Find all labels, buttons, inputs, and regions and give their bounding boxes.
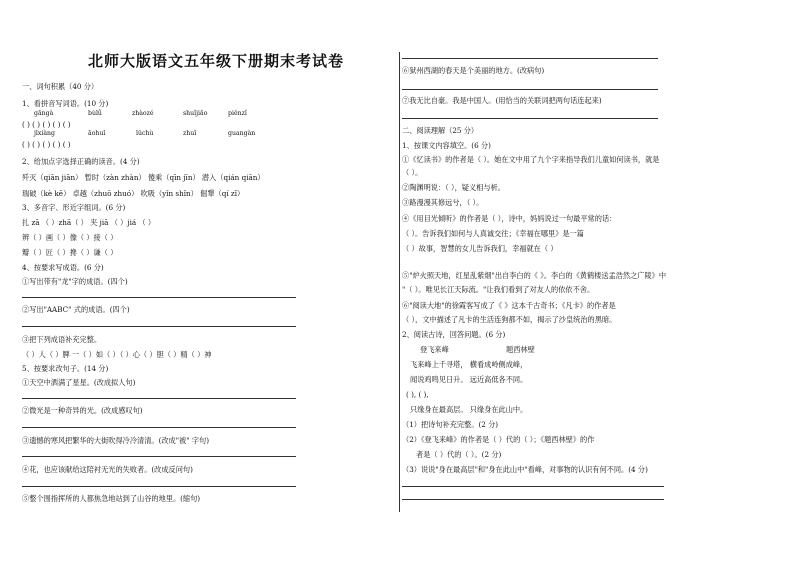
poem-title-2: 题西林壁 bbox=[506, 345, 535, 354]
pinyin: bùlǚ bbox=[88, 110, 102, 117]
section-heading: 二、阅读理解（25 分） bbox=[402, 126, 479, 135]
question-4: 4、按要求写成语。(6 分) bbox=[22, 263, 104, 272]
question-4-3: ③把下列成语补充完整。 bbox=[22, 335, 102, 344]
answer-line[interactable] bbox=[22, 398, 296, 399]
question-4-1: ①写出带有"龙"字的成语。(四个) bbox=[22, 277, 128, 286]
answer-line[interactable] bbox=[22, 297, 296, 298]
pinyin: gāngà bbox=[34, 110, 54, 117]
poem-blanks[interactable]: ( ), ( ), bbox=[406, 390, 429, 399]
pinyin: āohuǐ bbox=[88, 130, 106, 137]
section-heading: 一、词句积累（40 分） bbox=[22, 82, 99, 91]
reading-question-2: 2、阅读古诗，回答问题。(6 分) bbox=[402, 330, 506, 339]
reading-q1-1[interactable]: ①《忆读书》的作者是（ ）。她在文中用了九个字来指导我们儿童如何读书，就是 bbox=[402, 155, 660, 164]
question-3: 3、多音字、形近字组词。(6 分) bbox=[22, 203, 126, 212]
question-4-2: ②写出"AABC" 式的成语。(四个) bbox=[22, 305, 130, 314]
poem-question-2[interactable]: （2）《登飞来峰》的作者是（ ）代的（ ）；《题西林壁》的作 bbox=[402, 435, 595, 444]
left-column bbox=[22, 0, 398, 562]
pinyin: zhàozé bbox=[132, 110, 154, 117]
pinyin: zhuǐ bbox=[183, 130, 197, 137]
question-3-row[interactable]: 瓣（ ）匠（ ）搀（ ）谦（ ） bbox=[22, 248, 118, 257]
reading-q1-4-cont[interactable]: （ ）。告诉我们如何与人真诚交往；《幸福在哪里》是一篇 bbox=[402, 229, 584, 238]
question-2: 2、给加点字选择正确的读音。(4 分) bbox=[22, 157, 140, 166]
question-4-3-row[interactable]: （ ）人（ ）脾 一（ ）如（ ）（ ）心（ ）胆（ ）精（ ）神 bbox=[22, 350, 212, 359]
question-1: 1、看拼音写词语。(10 分) bbox=[22, 99, 109, 108]
question-5-7: ⑦我无比自豪。我是中国人。(用恰当的关联词把两句话连起来) bbox=[402, 96, 602, 105]
answer-line[interactable] bbox=[402, 499, 664, 500]
question-5-2: ②微光是一种奇异的光。(改成感叹句) bbox=[22, 406, 143, 415]
right-column bbox=[402, 0, 772, 562]
poem-question-3: （3）说说"身在最高层"和"身在此山中"看峰，对事物的认识有何不同。(4 分) bbox=[402, 465, 648, 474]
answer-line[interactable] bbox=[22, 427, 296, 428]
answer-line[interactable] bbox=[402, 486, 664, 487]
reading-q1-6-cont[interactable]: （ ），文中描述了凡卡的生活连狗都不如，揭示了沙皇统治的黑暗。 bbox=[402, 315, 617, 324]
reading-q1-2[interactable]: ②陶渊明说：（ ），疑义相与析。 bbox=[402, 183, 505, 192]
pinyin: guangàn bbox=[228, 130, 256, 137]
page-title: 北师大版语文五年级下册期末考试卷 bbox=[88, 52, 345, 70]
poem-line: 只缘身在最高层。 只缘身在此山中。 bbox=[410, 405, 528, 414]
answer-line[interactable] bbox=[402, 118, 658, 119]
answer-line[interactable] bbox=[22, 326, 296, 327]
question-2-row[interactable]: 歼灭（qiān jiān） 暂时（zàn zhàn） 傻乘（qīn jīn） 潜入（qián qiān） bbox=[22, 173, 265, 182]
reading-q1-5-cont[interactable]: "（ ）。唯见长江天际流。"让我们看到了对友人的依依不舍。 bbox=[402, 285, 595, 294]
question-5: 5、按要求改句子。(14 分) bbox=[22, 364, 109, 373]
answer-blanks[interactable]: ( ) ( ) ( ) ( ) ( ) bbox=[22, 140, 71, 149]
answer-line[interactable] bbox=[22, 486, 296, 487]
poem-line: 飞来峰上千寻塔， 横看成岭侧成峰， bbox=[410, 360, 528, 369]
reading-q1-6[interactable]: ⑥"阅读大地"的徐霞客写成了《 》这本千古奇书；《凡卡》的作者是 bbox=[402, 301, 616, 310]
column-divider bbox=[399, 52, 400, 512]
answer-line[interactable] bbox=[402, 58, 658, 59]
reading-q1-5[interactable]: ⑤"炉火照天地，红星乱紫烟"出自李白的《 》。李白的《黄鹤楼送孟浩然之广陵》中 bbox=[402, 271, 667, 280]
poem-question-2-cont[interactable]: 者是（ ）代的（ ）。(2 分) bbox=[416, 450, 502, 459]
reading-question-1: 1、按课文内容填空。(6 分) bbox=[402, 141, 491, 150]
pinyin: shuǐjiǎo bbox=[183, 110, 208, 117]
question-5-6: ⑥狱州西湖的春天是个美丽的地方。(改病句) bbox=[402, 66, 545, 75]
poem-title-1: 登飞来峰 bbox=[420, 345, 449, 354]
pinyin: piěnzǐ bbox=[228, 110, 247, 117]
answer-line[interactable] bbox=[402, 89, 658, 90]
reading-q1-1-cont[interactable]: （ ）。 bbox=[402, 168, 423, 177]
answer-line[interactable] bbox=[22, 456, 296, 457]
reading-q1-4-cont[interactable]: （ ）故事，智慧的女儿告诉我们，幸福就在（ ） bbox=[402, 244, 558, 253]
question-5-1: ①天空中洒满了星星。(改成拟人句) bbox=[22, 378, 136, 387]
reading-q1-4[interactable]: ④《用目光倾听》的作者是（ ），诗中，妈妈说过一句最平常的话： bbox=[402, 214, 617, 223]
pinyin: lǔchù bbox=[136, 130, 154, 137]
poem-question-1: （1）把诗句补充完整。(2 分) bbox=[402, 420, 499, 429]
answer-blanks[interactable]: ( ) ( ) ( ) ( ) ( ) bbox=[22, 120, 71, 129]
question-2-row[interactable]: 瑞破（kè kē） 卓越（zhuō zhuó） 吹吸（yǐn shǐn） 倔犟（qí zǐ） bbox=[22, 189, 245, 198]
question-5-4: ④花，也应该献给这陪衬无光的失败者。(改成反问句) bbox=[22, 465, 193, 474]
question-3-row[interactable]: 辨（ ）画（ ）像（ ）接（ ） bbox=[22, 233, 118, 242]
question-5-3: ③遗憾的寒风把繁华的大街吹得冷冷清清。(改成"被" 字句) bbox=[22, 436, 210, 445]
question-5-5: ⑤整个围指挥所的人都焦急地站到了山谷的地里。(缩句) bbox=[22, 494, 201, 503]
question-3-row[interactable]: 扎 zā （ ）zhā（ ） 夹 jiā （ ）jiá （ ） bbox=[22, 218, 156, 227]
pinyin: jīxiàng bbox=[34, 130, 56, 137]
poem-line: 闻说鸡鸣见日升。 远近高低各不同。 bbox=[410, 375, 528, 384]
reading-q1-3[interactable]: ③路漫漫其修远兮，（ ）。 bbox=[402, 198, 484, 207]
